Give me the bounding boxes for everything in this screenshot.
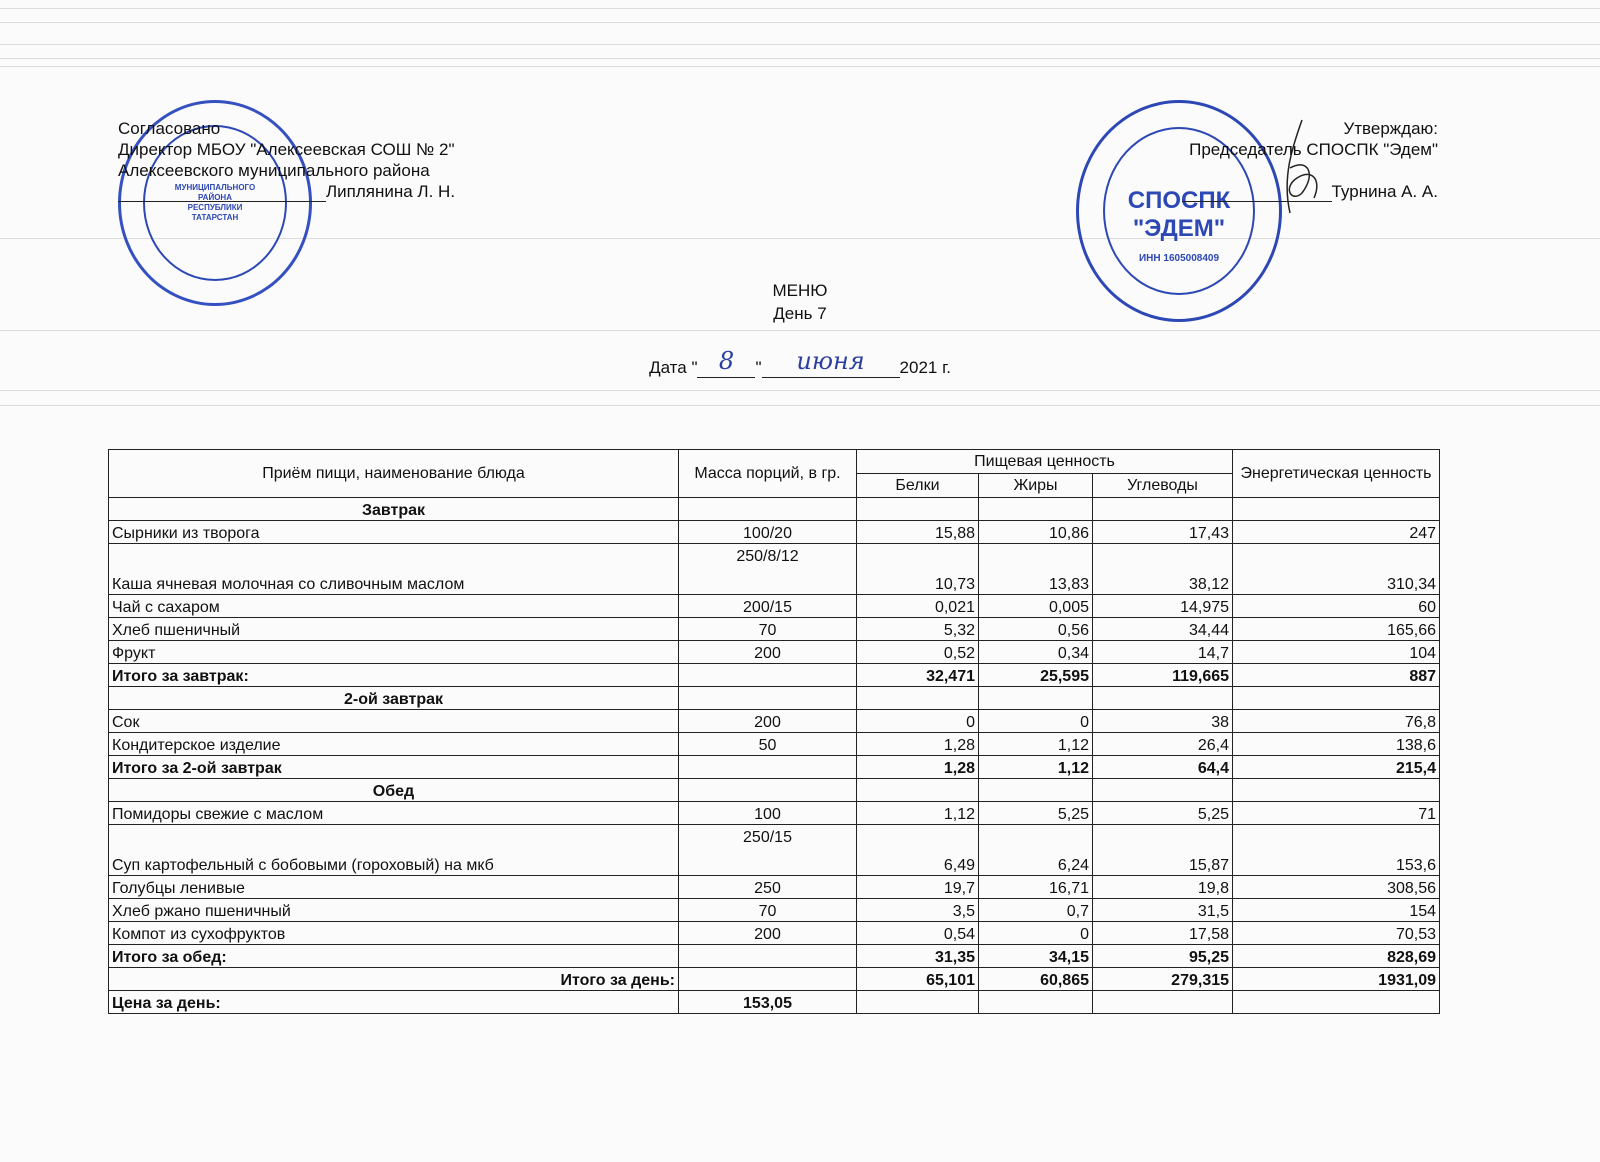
header-nutrition: Пищевая ценность: [857, 450, 1233, 474]
carbs-cell: 5,25: [1093, 802, 1233, 825]
energy-cell: 215,4: [1233, 756, 1440, 779]
total-row: [109, 945, 1440, 968]
date-year: 2021 г.: [899, 358, 951, 377]
protein-cell: 0: [857, 710, 979, 733]
mass-cell: [679, 498, 857, 521]
fat-cell: 1,12: [979, 733, 1093, 756]
carbs-cell: 95,25: [1093, 945, 1233, 968]
energy-cell: 71: [1233, 802, 1440, 825]
table-row: [109, 922, 1440, 945]
header-mass: Масса порций, в гр.: [679, 450, 857, 498]
date-month-handwritten: июня: [796, 347, 865, 375]
carbs-cell: 31,5: [1093, 899, 1233, 922]
mass-cell: 70: [679, 899, 857, 922]
protein-cell: 6,49: [857, 825, 979, 876]
mass-cell: 200: [679, 922, 857, 945]
date-month-field: [762, 347, 900, 378]
dish-name: Итого за 2-ой завтрак: [109, 756, 679, 779]
protein-cell: 5,32: [857, 618, 979, 641]
energy-cell: [1233, 991, 1440, 1014]
carbs-cell: [1093, 687, 1233, 710]
fat-cell: [979, 687, 1093, 710]
director-title: Директор МБОУ "Алексеевская СОШ № 2": [118, 140, 455, 159]
carbs-cell: 14,975: [1093, 595, 1233, 618]
table-row: [109, 595, 1440, 618]
mass-cell: 250/15: [679, 825, 857, 876]
header-fat: Жиры: [979, 474, 1093, 498]
date-quote: ": [755, 358, 762, 377]
fat-cell: 60,865: [979, 968, 1093, 991]
mass-cell: [679, 968, 857, 991]
date-prefix: Дата ": [649, 358, 698, 377]
protein-cell: 10,73: [857, 544, 979, 595]
fat-cell: 0,005: [979, 595, 1093, 618]
energy-cell: [1233, 779, 1440, 802]
protein-cell: 1,28: [857, 756, 979, 779]
approval-block-left: [118, 118, 455, 202]
menu-table: [108, 449, 1440, 1014]
fat-cell: 0,56: [979, 618, 1093, 641]
protein-cell: 65,101: [857, 968, 979, 991]
dish-name: Хлеб пшеничный: [109, 618, 679, 641]
dish-name: Фрукт: [109, 641, 679, 664]
protein-cell: [857, 498, 979, 521]
dish-name: Хлеб ржано пшеничный: [109, 899, 679, 922]
protein-cell: 0,54: [857, 922, 979, 945]
district-name: Алексеевского муниципального района: [118, 161, 430, 180]
dish-name: Итого за завтрак:: [109, 664, 679, 687]
section-row: [109, 687, 1440, 710]
section-name: Завтрак: [109, 498, 679, 521]
fat-cell: 13,83: [979, 544, 1093, 595]
carbs-cell: 64,4: [1093, 756, 1233, 779]
price-row: [109, 991, 1440, 1014]
total-row: [109, 756, 1440, 779]
carbs-cell: 17,43: [1093, 521, 1233, 544]
carbs-cell: [1093, 498, 1233, 521]
energy-cell: 308,56: [1233, 876, 1440, 899]
dish-name: Каша ячневая молочная со сливочным маслом: [109, 544, 679, 595]
energy-cell: 76,8: [1233, 710, 1440, 733]
mass-cell: 100: [679, 802, 857, 825]
fat-cell: 16,71: [979, 876, 1093, 899]
protein-cell: 1,28: [857, 733, 979, 756]
total-row: [109, 664, 1440, 687]
fat-cell: 5,25: [979, 802, 1093, 825]
right-stamp-inn: ИНН 1605008409: [1138, 253, 1220, 264]
agreed-label: Согласовано: [118, 119, 221, 138]
header-carbs: Углеводы: [1093, 474, 1233, 498]
date-row: [0, 347, 1600, 378]
section-row: [109, 498, 1440, 521]
mass-cell: [679, 687, 857, 710]
fat-cell: 6,24: [979, 825, 1093, 876]
energy-cell: 138,6: [1233, 733, 1440, 756]
carbs-cell: 14,7: [1093, 641, 1233, 664]
mass-cell: 200/15: [679, 595, 857, 618]
protein-cell: 1,12: [857, 802, 979, 825]
energy-cell: 70,53: [1233, 922, 1440, 945]
energy-cell: 60: [1233, 595, 1440, 618]
table-row: [109, 733, 1440, 756]
energy-cell: 153,6: [1233, 825, 1440, 876]
carbs-cell: 279,315: [1093, 968, 1233, 991]
dish-name: Помидоры свежие с маслом: [109, 802, 679, 825]
energy-cell: [1233, 498, 1440, 521]
fat-cell: 10,86: [979, 521, 1093, 544]
signature-line-left: [118, 185, 326, 202]
protein-cell: [857, 991, 979, 1014]
signature-right: [1262, 118, 1332, 218]
carbs-cell: 15,87: [1093, 825, 1233, 876]
energy-cell: [1233, 687, 1440, 710]
protein-cell: [857, 687, 979, 710]
protein-cell: 19,7: [857, 876, 979, 899]
energy-cell: 828,69: [1233, 945, 1440, 968]
protein-cell: 0,021: [857, 595, 979, 618]
table-row: [109, 618, 1440, 641]
page-title: МЕНЮ: [772, 281, 828, 300]
header-protein: Белки: [857, 474, 979, 498]
carbs-cell: 119,665: [1093, 664, 1233, 687]
carbs-cell: 34,44: [1093, 618, 1233, 641]
day-label: День 7: [773, 304, 827, 323]
carbs-cell: [1093, 991, 1233, 1014]
table-row: [109, 899, 1440, 922]
protein-cell: 31,35: [857, 945, 979, 968]
date-day-handwritten: 8: [718, 347, 735, 375]
chairman-title: Председатель СПОСПК "Эдем": [1189, 140, 1438, 159]
carbs-cell: 19,8: [1093, 876, 1233, 899]
mass-cell: 100/20: [679, 521, 857, 544]
approve-label: Утверждаю:: [1343, 119, 1438, 138]
protein-cell: 0,52: [857, 641, 979, 664]
right-signatory: Турнина А. А.: [1331, 182, 1438, 201]
right-stamp-name: СПОСПК "ЭДЕМ": [1127, 187, 1231, 242]
table-row: [109, 876, 1440, 899]
energy-cell: 310,34: [1233, 544, 1440, 595]
fat-cell: 0: [979, 710, 1093, 733]
energy-cell: 1931,09: [1233, 968, 1440, 991]
left-signatory: Липлянина Л. Н.: [326, 182, 456, 201]
table-row: [109, 710, 1440, 733]
mass-cell: 250/8/12: [679, 544, 857, 595]
energy-cell: 154: [1233, 899, 1440, 922]
energy-cell: 887: [1233, 664, 1440, 687]
carbs-cell: [1093, 779, 1233, 802]
mass-cell: [679, 779, 857, 802]
mass-cell: [679, 664, 857, 687]
mass-cell: 200: [679, 710, 857, 733]
mass-cell: 153,05: [679, 991, 857, 1014]
mass-cell: [679, 945, 857, 968]
mass-cell: 200: [679, 641, 857, 664]
fat-cell: 25,595: [979, 664, 1093, 687]
table-row: [109, 802, 1440, 825]
dish-name: Сок: [109, 710, 679, 733]
protein-cell: 15,88: [857, 521, 979, 544]
left-stamp-text: МУНИЦИПАЛЬНОГО РАЙОНА РЕСПУБЛИКИ ТАТАРСТАН: [174, 183, 256, 222]
dish-name: Итого за обед:: [109, 945, 679, 968]
mass-cell: 70: [679, 618, 857, 641]
energy-cell: 247: [1233, 521, 1440, 544]
fat-cell: [979, 991, 1093, 1014]
daytotal-row: [109, 968, 1440, 991]
fat-cell: 34,15: [979, 945, 1093, 968]
fat-cell: 0,34: [979, 641, 1093, 664]
energy-cell: 165,66: [1233, 618, 1440, 641]
carbs-cell: 38: [1093, 710, 1233, 733]
date-day-field: [697, 347, 755, 378]
energy-cell: 104: [1233, 641, 1440, 664]
dish-name: Суп картофельный с бобовыми (гороховый) на мкб: [109, 825, 679, 876]
dish-name: Итого за день:: [109, 968, 679, 991]
section-row: [109, 779, 1440, 802]
carbs-cell: 17,58: [1093, 922, 1233, 945]
dish-name: Цена за день:: [109, 991, 679, 1014]
protein-cell: [857, 779, 979, 802]
header-energy: Энергетическая ценность: [1233, 450, 1440, 498]
fat-cell: [979, 779, 1093, 802]
mass-cell: 250: [679, 876, 857, 899]
protein-cell: 3,5: [857, 899, 979, 922]
protein-cell: 32,471: [857, 664, 979, 687]
fat-cell: 1,12: [979, 756, 1093, 779]
mass-cell: [679, 756, 857, 779]
mass-cell: 50: [679, 733, 857, 756]
header-dish: Приём пищи, наименование блюда: [109, 450, 679, 498]
menu-table-body: [109, 498, 1440, 1014]
table-row: [109, 521, 1440, 544]
fat-cell: [979, 498, 1093, 521]
table-row: [109, 825, 1440, 876]
fat-cell: 0: [979, 922, 1093, 945]
dish-name: Голубцы ленивые: [109, 876, 679, 899]
section-name: Обед: [109, 779, 679, 802]
table-row: [109, 641, 1440, 664]
dish-name: Компот из сухофруктов: [109, 922, 679, 945]
carbs-cell: 38,12: [1093, 544, 1233, 595]
dish-name: Сырники из творога: [109, 521, 679, 544]
carbs-cell: 26,4: [1093, 733, 1233, 756]
table-row: [109, 544, 1440, 595]
dish-name: Кондитерское изделие: [109, 733, 679, 756]
fat-cell: 0,7: [979, 899, 1093, 922]
dish-name: Чай с сахаром: [109, 595, 679, 618]
section-name: 2-ой завтрак: [109, 687, 679, 710]
